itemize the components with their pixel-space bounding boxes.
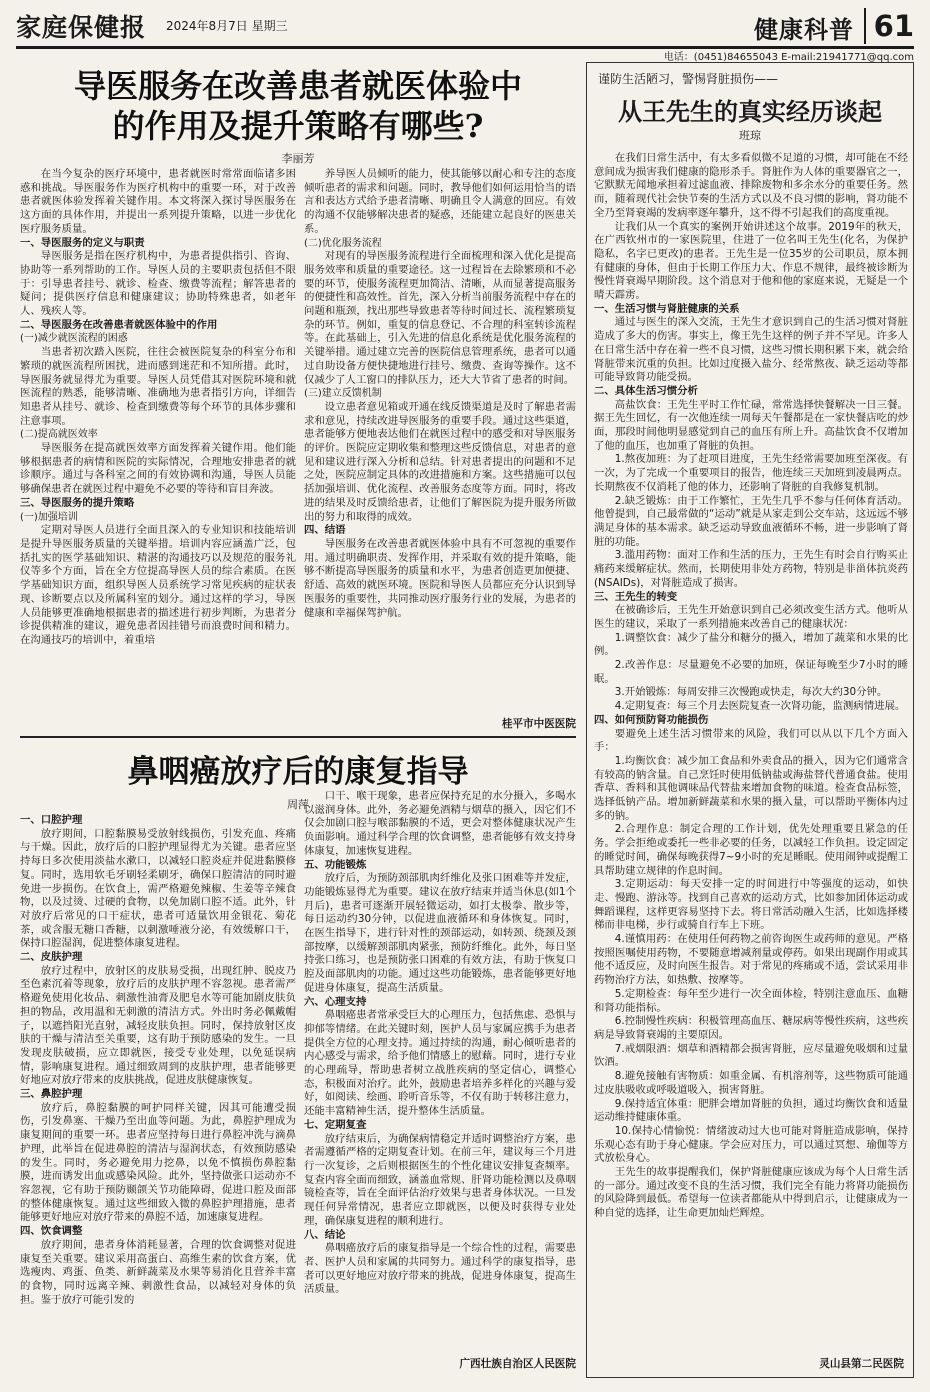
section-heading: 二、导医服务在改善患者就医体验中的作用: [20, 318, 218, 331]
paragraph: 1.均衡饮食：减少加工食品和外卖食品的摄入，因为它们通常含有较高的钠含量。自己烹饪时使用低钠盐或海盐替代普通食盐。使用香草、香料和其他调味品代替盐来增加食物的味道。检查食品标签，选择低钠产品。增加新鲜蔬菜和水果的摄入量，可以帮助平衡体内过多的钠。: [594, 754, 908, 822]
paragraph: 放疗结束后，为确保病情稳定并适时调整治疗方案，患者需遵循严格的定期复查计划。在前三年，建议每三个月进行一次复诊，之后则根据医生的个性化建议安排复查频率。复查内容全面而细致，涵盖血常规、肝肾功能检测以及鼻咽镜检查等，旨在全面评估治疗效果与患者身体状况。一旦发现任何异常情况，患者应立即就医，以便及时获得专业处理，确保康复进程的顺利进行。: [304, 1132, 576, 1227]
paragraph: 导医服务是指在医疗机构中，为患者提供指引、咨询、协助等一系列帮助的工作。导医人员的主要职责包括但不限于：引导患者挂号、就诊、检查、缴费等流程；解答患者的疑问；提供医疗信息和健康建议；协助特殊患者，如老年人、残疾人等。: [20, 250, 296, 318]
section-heading: 二、皮肤护理: [20, 951, 83, 964]
section-heading: 六、心理支持: [304, 995, 367, 1008]
paragraph: 当患者初次踏入医院，往往会被医院复杂的科室分布和繁琐的就医流程所困扰，进而感到迷茫和不知所措。此时，导医服务就显得尤为重要。导医人员凭借其对医院环境和就医流程的熟悉，能够清晰、准确地为患者指引方向，详细告知患者从挂号、就诊、检查到缴费等每个环节的具体步骤和注意事项。: [20, 346, 296, 427]
section-heading: (一)减少就医流程的困惑: [20, 333, 128, 345]
paragraph: 5.定期检查：每年至少进行一次全面体检，特别注意血压、血糖和肾功能指标。: [594, 987, 908, 1014]
paragraph: 放疗过程中，放射区的皮肤易受损，出现红肿、脱皮乃至色素沉着等现象，放疗后的皮肤护理不容忽视。患者需严格避免使用化妆品、刺激性油膏及肥皂水等可能加剧皮肤负担的物品，改用温和无刺激的清洁方式。外出时务必佩戴帽子，以遮挡阳光直射，减轻皮肤负担。同时，保持放射区皮肤的干燥与清洁至关重要，这有助于预防感染的发生。一旦发现皮肤破损，应立即就医，接受专业处理，以免延误病情，影响康复进程。通过细致周到的皮肤护理，患者能够更好地应对放疗带来的皮肤挑战，促进皮肤健康恢复。: [20, 964, 296, 1087]
section-heading: 八、结论: [304, 1228, 346, 1241]
paragraph: 4.谨慎用药：在使用任何药物之前咨询医生或药师的意见。严格按照医嘱使用药物，不要随意增减剂量或停药。如果出现副作用或其他不适反应，及时向医生报告。对于常见的疼痛或不适，尝试采用非药物治疗方法，如热敷、按摩等。: [594, 933, 908, 987]
paragraph: 7.戒烟限酒：烟草和酒精都会损害肾脏，应尽量避免吸烟和过量饮酒。: [594, 1042, 908, 1069]
section-heading: 四、结语: [304, 524, 346, 537]
paragraph: 3.开始锻炼：每周安排三次慢跑或快走，每次大约30分钟。: [614, 686, 888, 699]
paragraph: 让我们从一个真实的案例开始讲述这个故事。2019年的秋天，在广西钦州市的一家医院里，住进了一位名叫王先生(化名，为保护隐私，名字已更改)的患者。王先生是一位35岁的公司职员，原本拥有健康的身体，但由于长期工作压力大、作息不规律，最终被诊断为慢性肾衰竭早期阶段。这个消息对于他和他的家庭来说，无疑是一个晴天霹雳。: [594, 220, 908, 302]
paragraph: 10.保持心情愉悦：情绪波动过大也可能对肾脏造成影响，保持乐观心态有助于身心健康。学会应对压力，可以通过冥想、瑜伽等方式放松身心。: [594, 1124, 908, 1165]
section-heading: 三、鼻腔护理: [20, 1088, 83, 1101]
section-heading: (三)建立反馈机制: [304, 388, 382, 400]
paragraph: 养导医人员倾听的能力，使其能够以耐心和专注的态度倾听患者的需求和问题。同时，教导他们如何运用恰当的语言和表达方式给予患者清晰、明确且令人满意的回应。有效的沟通不仅能够解决患者的疑惑，还能建立起良好的医患关系。: [304, 168, 576, 235]
paragraph: 3.滥用药物：面对工作和生活的压力，王先生有时会自行购买止痛药来缓解症状。然而，长期使用非处方药物，特别是非甾体抗炎药(NSAIDs)，对肾脏造成了损害。: [594, 549, 908, 589]
paragraph: 2.合理作息：制定合理的工作计划，优先处理重要且紧急的任务。学会拒绝或委托一些非必要的任务，以减轻工作负担。设定固定的睡觉时间，确保每晚获得7~9小时的充足睡眠。使用闹钟或提醒工具帮助建立规律的作息时间。: [594, 823, 908, 877]
section-heading: 一、生活习惯与肾脏健康的关系: [594, 302, 740, 315]
paragraph: 通过与医生的深入交流，王先生才意识到自己的生活习惯对肾脏造成了多大的伤害。事实上，像王先生这样的例子并不罕见。许多人在日常生活中存在着一些不良习惯，这些习惯长期积累下来，就会给肾脏带来沉重的负担。比如过度摄入盐分、经常熬夜、缺乏运动等都可能导致肾功能受损。: [594, 316, 908, 384]
article1-author: 李丽芳: [281, 152, 315, 165]
article1-headline: [20, 66, 576, 146]
page-number: 61: [864, 8, 914, 44]
paragraph: 对现有的导医服务流程进行全面梳理和深入优化是提高服务效率和质量的重要途径。这一过程旨在去除繁琐和不必要的环节，使服务流程更加简洁、清晰，从而显著提高服务的便捷性和高效性。首先，深入分析当前服务流程中存在的问题和瓶颈，找出那些导致患者等待时间过长、流程繁琐复杂的环节。例如，重复的信息登记、不合理的科室转诊流程等。在此基础上，引入先进的信息化系统是优化服务流程的关键举措。通过建立完善的医院信息管理系统，患者可以通过自助设备方便快捷地进行挂号、缴费、查询等操作。这不仅减少了人工窗口的排队压力，还大大节省了患者的时间。: [304, 250, 576, 386]
paragraph: 导医服务在提高就医效率方面发挥着关键作用。他们能够根据患者的病情和医院的实际情况，合理地安排患者的就诊顺序。通过与各科室之间的有效协调和沟通，导医人员能够确保患者在就医过程中避免不必要的等待和盲目奔波。: [20, 442, 296, 496]
article2-organization: 广西壮族自治区人民医院: [459, 1358, 576, 1370]
section-heading: 三、导医服务的提升策略: [20, 496, 135, 509]
article2-author: 周萍: [287, 798, 309, 811]
section-name-left: 家庭保健报: [16, 13, 147, 42]
masthead: [16, 8, 914, 48]
paragraph: 导医服务在改善患者就医体验中具有不可忽视的重要作用。通过明确职责、发挥作用，并采取有效的提升策略，能够不断提高导医服务的质量和水平，为患者创造更加便捷、舒适、高效的就医环境。医院和导医人员都应充分认识到导医服务的重要性，共同推动医疗服务行业的发展，为患者的健康和幸福保驾护航。: [304, 537, 576, 619]
paragraph: 6.控制慢性疾病：积极管理高血压、糖尿病等慢性疾病，这些疾病是导致肾衰竭的主要原因。: [594, 1015, 908, 1041]
paragraph: 1.调整饮食：减少了盐分和糖分的摄入，增加了蔬菜和水果的比例。: [594, 631, 908, 658]
section-heading: (一)加强培训: [20, 511, 78, 523]
paragraph: 口干、喉干现象，患者应保持充足的水分摄入，多喝水以滋润身体。此外，务必避免酒精与烟草的摄入，因它们不仅会加剧口腔与喉部黏膜的不适，更会对整体健康状况产生负面影响。通过科学合理的饮食调整，患者能够有效支持身体康复，加速恢复进程。: [304, 790, 576, 857]
paragraph: 2.改善作息：尽量避免不必要的加班，保证每晚至少7小时的睡眠。: [594, 659, 908, 685]
article3-author: 班琼: [739, 129, 761, 142]
section-heading: 四、饮食调整: [20, 1225, 83, 1238]
article3-title: 从王先生的真实经历谈起: [618, 97, 882, 126]
section-name-right: 健康科普: [754, 15, 854, 44]
article1-title-line2: 的作用及提升策略有哪些?: [112, 107, 484, 145]
article1-column-2: [304, 168, 576, 720]
paragraph: 1.熬夜加班：为了赶项目进度，王先生经常需要加班至深夜。有一次，为了完成一个重要项目的报告，他连续三天加班到凌晨两点。长期熬夜不仅消耗了他的体力，还影响了肾脏的自我修复机制。: [594, 453, 908, 493]
paragraph: 放疗期间，口腔黏膜易受放射线损伤，引发充血、疼痛与干燥。因此，放疗后的口腔护理显得尤为关键。患者应坚持每日多次使用淡盐水漱口，以减轻口腔炎症并促进黏膜修复。同时，选用软毛牙刷轻柔刷牙，确保口腔清洁的同时避免进一步损伤。在饮食上，需严格避免辣椒、生姜等辛辣食物，以及过烫、过硬的食物，以免加剧口腔不适。此外，针对放疗后常见的口干症状，患者可适量饮用金银花、菊花茶，或含服无糖口香糖，以刺激唾液分泌，有效缓解口干，保持口腔湿润，促进整体康复进程。: [20, 827, 296, 950]
section-heading: 一、导医服务的定义与职责: [20, 236, 145, 249]
paragraph: 9.保持适宜体重：肥胖会增加肾脏的负担，通过均衡饮食和适量运动维持健康体重。: [594, 1097, 908, 1124]
paragraph: 4.定期复查：每三个月去医院复查一次肾功能，监测病情进展。: [614, 700, 906, 713]
section-heading: 七、定期复查: [304, 1118, 367, 1131]
section-heading: 五、功能锻炼: [304, 858, 367, 871]
section-heading: (二)提高就医效率: [20, 429, 98, 441]
section-heading: 四、如何预防肾功能损伤: [594, 713, 709, 726]
contact-info: 电话：(0451)84655043 E-mail:21941771@qq.com: [663, 52, 914, 63]
section-heading: 一、口腔护理: [20, 814, 83, 826]
article2-column-1: [20, 814, 296, 1372]
paragraph: 高盐饮食：王先生平时工作忙碌，常常选择快餐解决一日三餐。据王先生回忆，有一次他连续一周每天午餐都是在一家快餐店吃的炒面，那段时间他明显感觉到自己的血压有所上升。高盐饮食不仅增加了他的血压，也加重了肾脏的负担。: [594, 398, 908, 452]
section-heading: (二)优化服务流程: [304, 237, 382, 249]
article3-body: [594, 152, 908, 1352]
section-heading: 三、王先生的转变: [594, 590, 678, 603]
article-divider: [20, 736, 576, 738]
paragraph: 8.避免接触有害物质：如重金属、有机溶剂等，这些物质可能通过皮肤吸收或呼吸道吸入，损害肾脏。: [594, 1070, 908, 1096]
paragraph: 放疗期间，患者身体消耗显著，合理的饮食调整对促进康复至关重要。建议采用高蛋白、高维生素的饮食方案，优选瘦肉、鸡蛋、鱼类、新鲜蔬菜及水果等易消化且营养丰富的食物，同时远离辛辣、刺激性食品，以减轻对身体的负担。鉴于放疗可能引发的: [20, 1238, 296, 1306]
article3-kicker: 谨防生活陋习，警惕肾脏损伤——: [598, 72, 779, 86]
article2-column-2: [304, 790, 576, 1352]
article1-organization: 桂平市中医医院: [501, 718, 576, 730]
paragraph: 定期对导医人员进行全面且深入的专业知识和技能培训是提升导医服务质量的关键举措。培训内容应涵盖广泛，包括扎实的医学基础知识、精湛的沟通技巧以及规范的服务礼仪等多个方面，旨在全方位提高导医人员的综合素质。在医学基础知识方面，组织导医人员系统学习常见疾病的症状表现、诊断要点以及所属科室的划分。通过这样的学习，导医人员能够更准确地根据患者的描述进行初步判断，为患者分诊提供精准的建议，避免患者因挂错号而浪费时间和精力。在沟通技巧的培训中，着重培: [20, 524, 296, 646]
article2-headline: 鼻咽癌放疗后的康复指导: [127, 754, 469, 790]
paragraph: 在当今复杂的医疗环境中，患者就医时常常面临诸多困惑和挑战。导医服务作为医疗机构中的重要一环，对于改善患者就医体验发挥着关键作用。本文将深入探讨导医服务在这方面的具体作用，并提出一系列提升策略，以进一步优化医疗服务质量。: [20, 168, 296, 235]
paragraph: 2.缺乏锻炼：由于工作繁忙，王先生几乎不参与任何体育活动。他曾提到，自己最常做的“运动”就是从家走到公交车站，这远远不够满足身体的基本需求。缺乏运动导致血液循环不畅，进一步影响了肾脏的功能。: [594, 494, 908, 548]
paragraph: 王先生的故事提醒我们，保护肾脏健康应该成为每个人日常生活的一部分。通过改变不良的生活习惯，我们完全有能力将肾功能损伤的风险降到最低。希望每一位读者都能从中得到启示，让健康成为一种自觉的选择，让生命更加灿烂辉煌。: [594, 1166, 908, 1220]
paragraph: 在我们日常生活中，有太多看似微不足道的习惯，却可能在不经意间成为损害我们健康的隐形杀手。肾脏作为人体的重要器官之一，它默默无闻地承担着过滤血液、排除废物和多余水分的重要任务。然而，随着现代社会快节奏的生活方式以及不良习惯的影响，肾功能不全乃至肾衰竭的发病率逐年攀升，这不得不引起我们的高度重视。: [594, 152, 908, 219]
paragraph: 在被确诊后，王先生开始意识到自己必须改变生活方式。他听从医生的建议，采取了一系列措施来改善自己的健康状况：: [594, 604, 908, 630]
paragraph: 3.定期运动：每天安排一定的时间进行中等强度的运动，如快走、慢跑、游泳等。找到自己喜欢的运动方式，比如参加团体运动或舞蹈课程，这样更容易坚持下去。将日常活动融入生活，比如选择楼梯而非电梯，步行或骑自行车上下班。: [594, 878, 908, 932]
article1-column-1: [20, 168, 296, 734]
paragraph: 设立患者意见箱或开通在线反馈渠道是及时了解患者需求和意见，持续改进导医服务的重要手段。通过这些渠道，患者能够方便地表达他们在就医过程中的感受和对导医服务的评价。医院应定期收集和整理这些反馈信息，对患者的意见和建议进行深入分析和总结。针对患者提出的问题和不足之处，医院应制定具体的改进措施和方案。这些措施可以包括加强培训、优化流程、改善服务态度等方面。同时，将改进的结果及时反馈给患者，让他们了解医院为提升服务所做出的努力和取得的成效。: [304, 400, 576, 523]
paragraph: 要避免上述生活习惯带来的风险，我们可以从以下几个方面入手：: [594, 727, 908, 754]
paragraph: 放疗后，鼻腔黏膜的呵护同样关键，因其可能遭受损伤，引发鼻塞、干燥乃至出血等问题。为此，鼻腔护理成为康复期间的重要一环。患者应坚持每日进行鼻腔冲洗与滴鼻护理，此举旨在促进鼻腔的清洁与湿润状态，有效预防感染的发生。同时，务必避免用力挖鼻，以免不慎损伤鼻腔黏膜，进而诱发出血或感染风险。此外，坚持做张口运动亦不容忽视，它有助于预防颞颌关节功能障碍，促进口腔及面部的整体健康恢复。通过这些细致入微的鼻腔护理措施，患者能够更好地应对放疗带来的鼻腔不适，加速康复进程。: [20, 1101, 296, 1224]
paragraph: 鼻咽癌放疗后的康复指导是一个综合性的过程，需要患者、医护人员和家属的共同努力。通过科学的康复指导，患者可以更好地应对放疗带来的挑战，促进身体康复，提高生活质量。: [304, 1242, 576, 1296]
issue-date: 2024年8月7日 星期三: [166, 19, 288, 33]
paragraph: 鼻咽癌患者常承受巨大的心理压力，包括焦虑、恐惧与抑郁等情绪。在此关键时刻，医护人员与家属应携手为患者提供全方位的心理支持。通过持续的沟通，耐心倾听患者的内心感受与需求，给予他们情感上的慰藉。同时，进行专业的心理疏导，帮助患者树立战胜疾病的坚定信心，调整心态，积极面对治疗。此外，鼓励患者培养多样化的兴趣与爱好，如阅读、绘画、聆听音乐等，不仅有助于转移注意力，还能丰富精神生活，提升整体生活质量。: [304, 1009, 576, 1118]
section-heading: 二、具体生活习惯分析: [594, 384, 698, 397]
article1-title-line1: 导医服务在改善患者就医体验中: [73, 67, 522, 105]
paragraph: 放疗后，为预防颈部肌肉纤维化及张口困难等并发症，功能锻炼显得尤为重要。建议在放疗结束并适当休息(如1个月后)，患者可逐渐开展轻微运动，如打太极拳、散步等，每日运动约30分钟，以促进血液循环和身体恢复。同时，在医生指导下，进行针对性的颈部运动，如转颈、绕颈及颈部按摩，以缓解颈部肌肉紧张，预防纤维化。此外，每日坚持张口练习，也是预防张口困难的有效方法，有助于恢复口腔及面部肌肉的功能。通过这些功能锻炼，患者能够更好地促进身体康复，提高生活质量。: [304, 872, 576, 994]
article3-organization: 灵山县第二民医院: [819, 1358, 904, 1370]
